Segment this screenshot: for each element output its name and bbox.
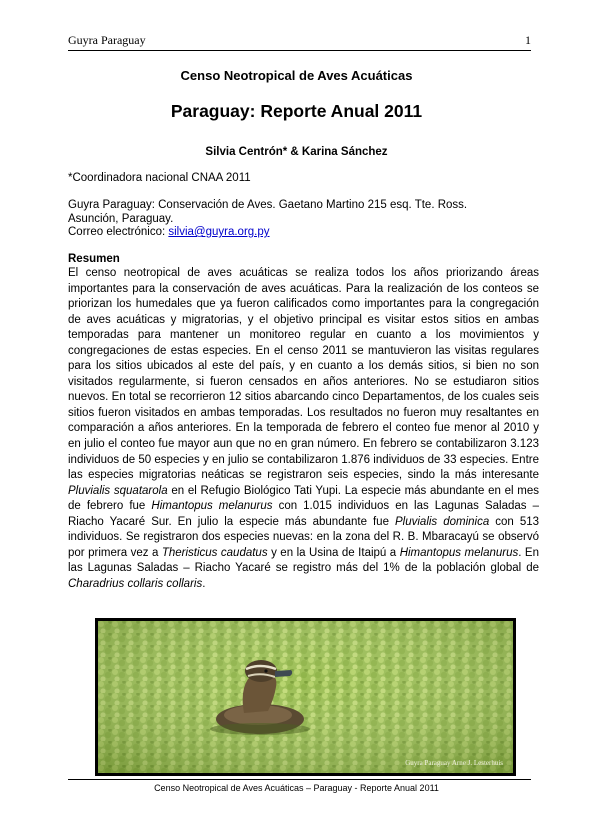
email-link[interactable]: silvia@guyra.org.py (168, 226, 270, 238)
abstract-text-2: en el Refugio Biológico Tati Yupi. La especie más abundante en el mes de febrero fue (68, 484, 539, 513)
abstract-text-4: con 513 individuos. Se registraron dos especies nuevas: en la zona del R. B. Mbaracayú se observó por primera vez a (68, 515, 540, 559)
species-name: Himantopus melanurus (151, 500, 273, 513)
species-name: Himantopus melanurus (399, 546, 519, 559)
abstract-text-5: y en la Usina de Itaipú a (267, 546, 400, 559)
species-name: Pluvialis squatarola (68, 484, 168, 497)
footer-divider (68, 779, 531, 780)
abstract-heading: Resumen (68, 253, 120, 265)
species-name: Theristicus caudatus (161, 546, 268, 559)
photo-credit: Guyra Paraguay Arne J. Lesterhuis (405, 759, 503, 767)
header-title: Guyra Paraguay (68, 33, 146, 47)
duck-in-duckweed-image (98, 621, 513, 773)
page-header (68, 32, 531, 51)
email-label: Correo electrónico: (68, 226, 169, 238)
species-name: Charadrius collaris collaris (68, 577, 203, 590)
abstract-text-3: con 1.015 individuos en las Lagunas Saladas – Riacho Yacaré Sur. En julio la especie más abundante fue (68, 500, 539, 528)
species-name: Pluvialis dominica (395, 515, 490, 528)
affiliation-line2: Asunción, Paraguay. (68, 212, 174, 225)
abstract-text-6: . En las Lagunas Saladas – Riacho Yacaré se registro más del 1% de la población global de (68, 546, 539, 575)
affiliation-block (68, 199, 530, 240)
abstract-text-7: . (202, 577, 206, 590)
title-report: Paraguay: Reporte Anual 2011 (170, 101, 423, 121)
title-census: Censo Neotropical de Aves Acuáticas (180, 68, 413, 83)
authors: Silvia Centrón* & Karina Sánchez (205, 146, 388, 158)
abstract-body (68, 266, 539, 592)
duck-photo (95, 618, 516, 776)
page-number: 1 (525, 33, 531, 47)
affiliation-line1: Guyra Paraguay: Conservación de Aves. Gaetano Martino 215 esq. Tte. Ross. (68, 199, 468, 211)
coordinator-note: *Coordinadora nacional CNAA 2011 (68, 172, 251, 184)
abstract-text-1: El censo neotropical de aves acuáticas se realiza todos los años priorizando áreas importantes para la conservación de aves acuáticas. Para la realización de los conteos se priorizan los humedales que ya fueron calificados como importantes para la congregación de aves acuáticas y migratorias, y el objetivo principal es visitar estos sitios en ambas temporadas para mantener un monitoreo regular en cuanto a los movimientos y congregaciones de estas especies. En el censo 2011 se mantuvieron las visitas regulares para los sitios ubicados al este del país, y en cuanto a los demás sitios, si bien no son visitados regularmente, si fueron censados en años anteriores. No se estudiaron sitios nuevos. En total se recorrieron 12 sitios abarcando cinco Departamentos, de los cuales seis sitios fueron visitados en ambas temporadas. Los resultados no fueron muy resaltantes en comparación a años anteriores. En la temporada de febrero el conteo fue menor al 2010 y en julio el conteo fue mayor aun que no en gran número. En febrero se contabilizaron 3.123 individuos de 50 especies y en julio se contabilizaron 1.876 individuos de 33 especies. Entre las especies migratorias neáticas se registraron seis especies, sindo la más interesante (68, 267, 539, 482)
page-footer: Censo Neotropical de Aves Acuáticas – Paraguay - Reporte Anual 2011 (154, 783, 439, 793)
email-line (68, 226, 530, 240)
